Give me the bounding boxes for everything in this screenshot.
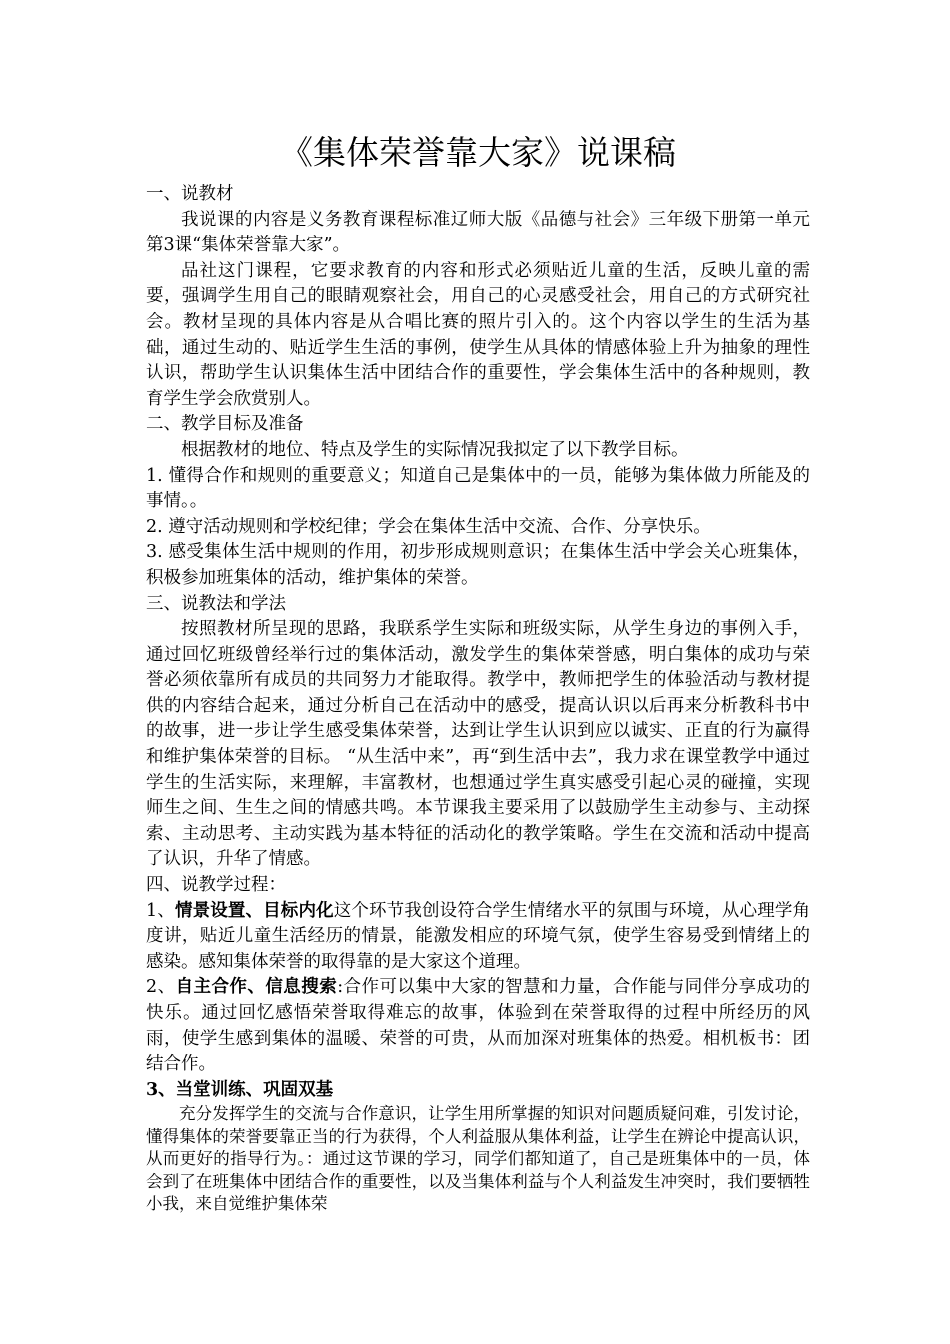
paragraph-intro: 我说课的内容是义务教育课程标准辽师大版《品德与社会》三年级下册第一单元第3课“集体荣誉靠大家”。 [146, 209, 810, 256]
section-heading-1: 一、说教材 [146, 184, 234, 204]
goal-item-1: 1. 懂得合作和规则的重要意义；知道自己是集体中的一员，能够为集体做力所能及的事情。。 [146, 465, 810, 512]
step-body: 这个环节我创设符合学生情绪水平的氛围与环境，从心理学角度讲，贴近儿童生活经历的情景，能激发相应的环境气氛，使学生容易受到情绪上的感染。感知集体荣誉的取得靠的是大家这个道理。 [146, 900, 811, 972]
paragraph-goals-intro: 根据教材的地位、特点及学生的实际情况我拟定了以下教学目标。 [181, 439, 689, 460]
paragraph-methods: 按照教材所呈现的思路，我联系学生实际和班级实际，从学生身边的事例入手，通过回忆班级曾经举行过的集体活动，激发学生的集体荣誉感，明白集体的成功与荣誉必须依靠所有成员的共同努力才能取得。教学中，教师把学生的体验活动与教材提供的内容结合起来，通过分析自己在活动中的感受，提高认识以后再来分析教科书中的故事，进一步让学生感受集体荣誉，达到让学生认识到应以诚实、正直的行为赢得和维护集体荣誉的目标。 “从生活中来”，再“到生活中去”，我力求在课堂教学中通过学生的生活实际，来理解，丰富教材，也想通过学生真实感受引起心灵的碰撞，实现师生之间、生生之间的情感共鸣。本节课我主要采用了以鼓励学生主动参与、主动探索、主动思考、主动实践为基本特征的活动化的教学策略。学生在交流和活动中提高了认识，升华了情感。 [146, 619, 810, 870]
document-page [146, 128, 810, 1215]
paragraph-practice: 充分发挥学生的交流与合作意识，让学生用所掌握的知识对问题质疑问难，引发讨论，懂得集体的荣誉要靠正当的行为获得，个人利益服从集体利益，让学生在辨论中提高认识，从而更好的指导行为。：通过这节课的学习，同学们都知道了，自己是班集体中的一员，体会到了在班集体中团结合作的重要性，以及当集体利益与个人利益发生冲突时，我们要牺牲小我，来自觉维护集体荣 [146, 1104, 810, 1213]
goal-item-2: 2. 遵守活动规则和学校纪律；学会在集体生活中交流、合作、分享快乐。 [146, 516, 711, 537]
step-heading: 情景设置、目标内化 [174, 900, 334, 921]
goal-item-3: 3. 感受集体生活中规则的作用，初步形成规则意识；在集体生活中学会关心班集体，积极参加班集体的活动，维护集体的荣誉。 [146, 542, 810, 588]
step-heading: 3、当堂训练、巩固双基 [146, 1079, 334, 1100]
section-heading-2: 二、教学目标及准备 [146, 414, 304, 435]
section-heading-3: 三、说教法和学法 [146, 593, 286, 614]
step-number: 1、 [146, 900, 175, 921]
step-heading: 自主合作、信息搜索 [175, 977, 338, 998]
document-title: 《集体荣誉靠大家》说课稿 [280, 133, 676, 172]
step-item-1 [146, 899, 810, 976]
step-item-2 [146, 975, 810, 1077]
step-item-3 [146, 1078, 810, 1104]
paragraph-curriculum: 品社这门课程，它要求教育的内容和形式必须贴近儿童的生活，反映儿童的需要，强调学生用自己的眼睛观察社会，用自己的心灵感受社会，用自己的方式研究社会。教材呈现的具体内容是从合唱比赛的照片引入的。这个内容以学生的生活为基础，通过生动的、贴近学生生活的事例，使学生从具体的情感体验上升为抽象的理性认识，帮助学生认识集体生活中团结合作的重要性，学会集体生活中的各种规则，教育学生学会欣赏别人。 [146, 260, 810, 409]
step-number: 2、 [146, 977, 176, 998]
section-heading-4: 四、说教学过程： [146, 875, 286, 896]
step-body: :合作可以集中大家的智慧和力量，合作能与同伴分享成功的快乐。通过回忆感悟荣誉取得难忘的故事，体验到在荣誉取得的过程中所经历的风雨，使学生感到集体的温暖、荣誉的可贵，从而加深对班集体的热爱。相机板书：团结合作。 [146, 977, 810, 1075]
